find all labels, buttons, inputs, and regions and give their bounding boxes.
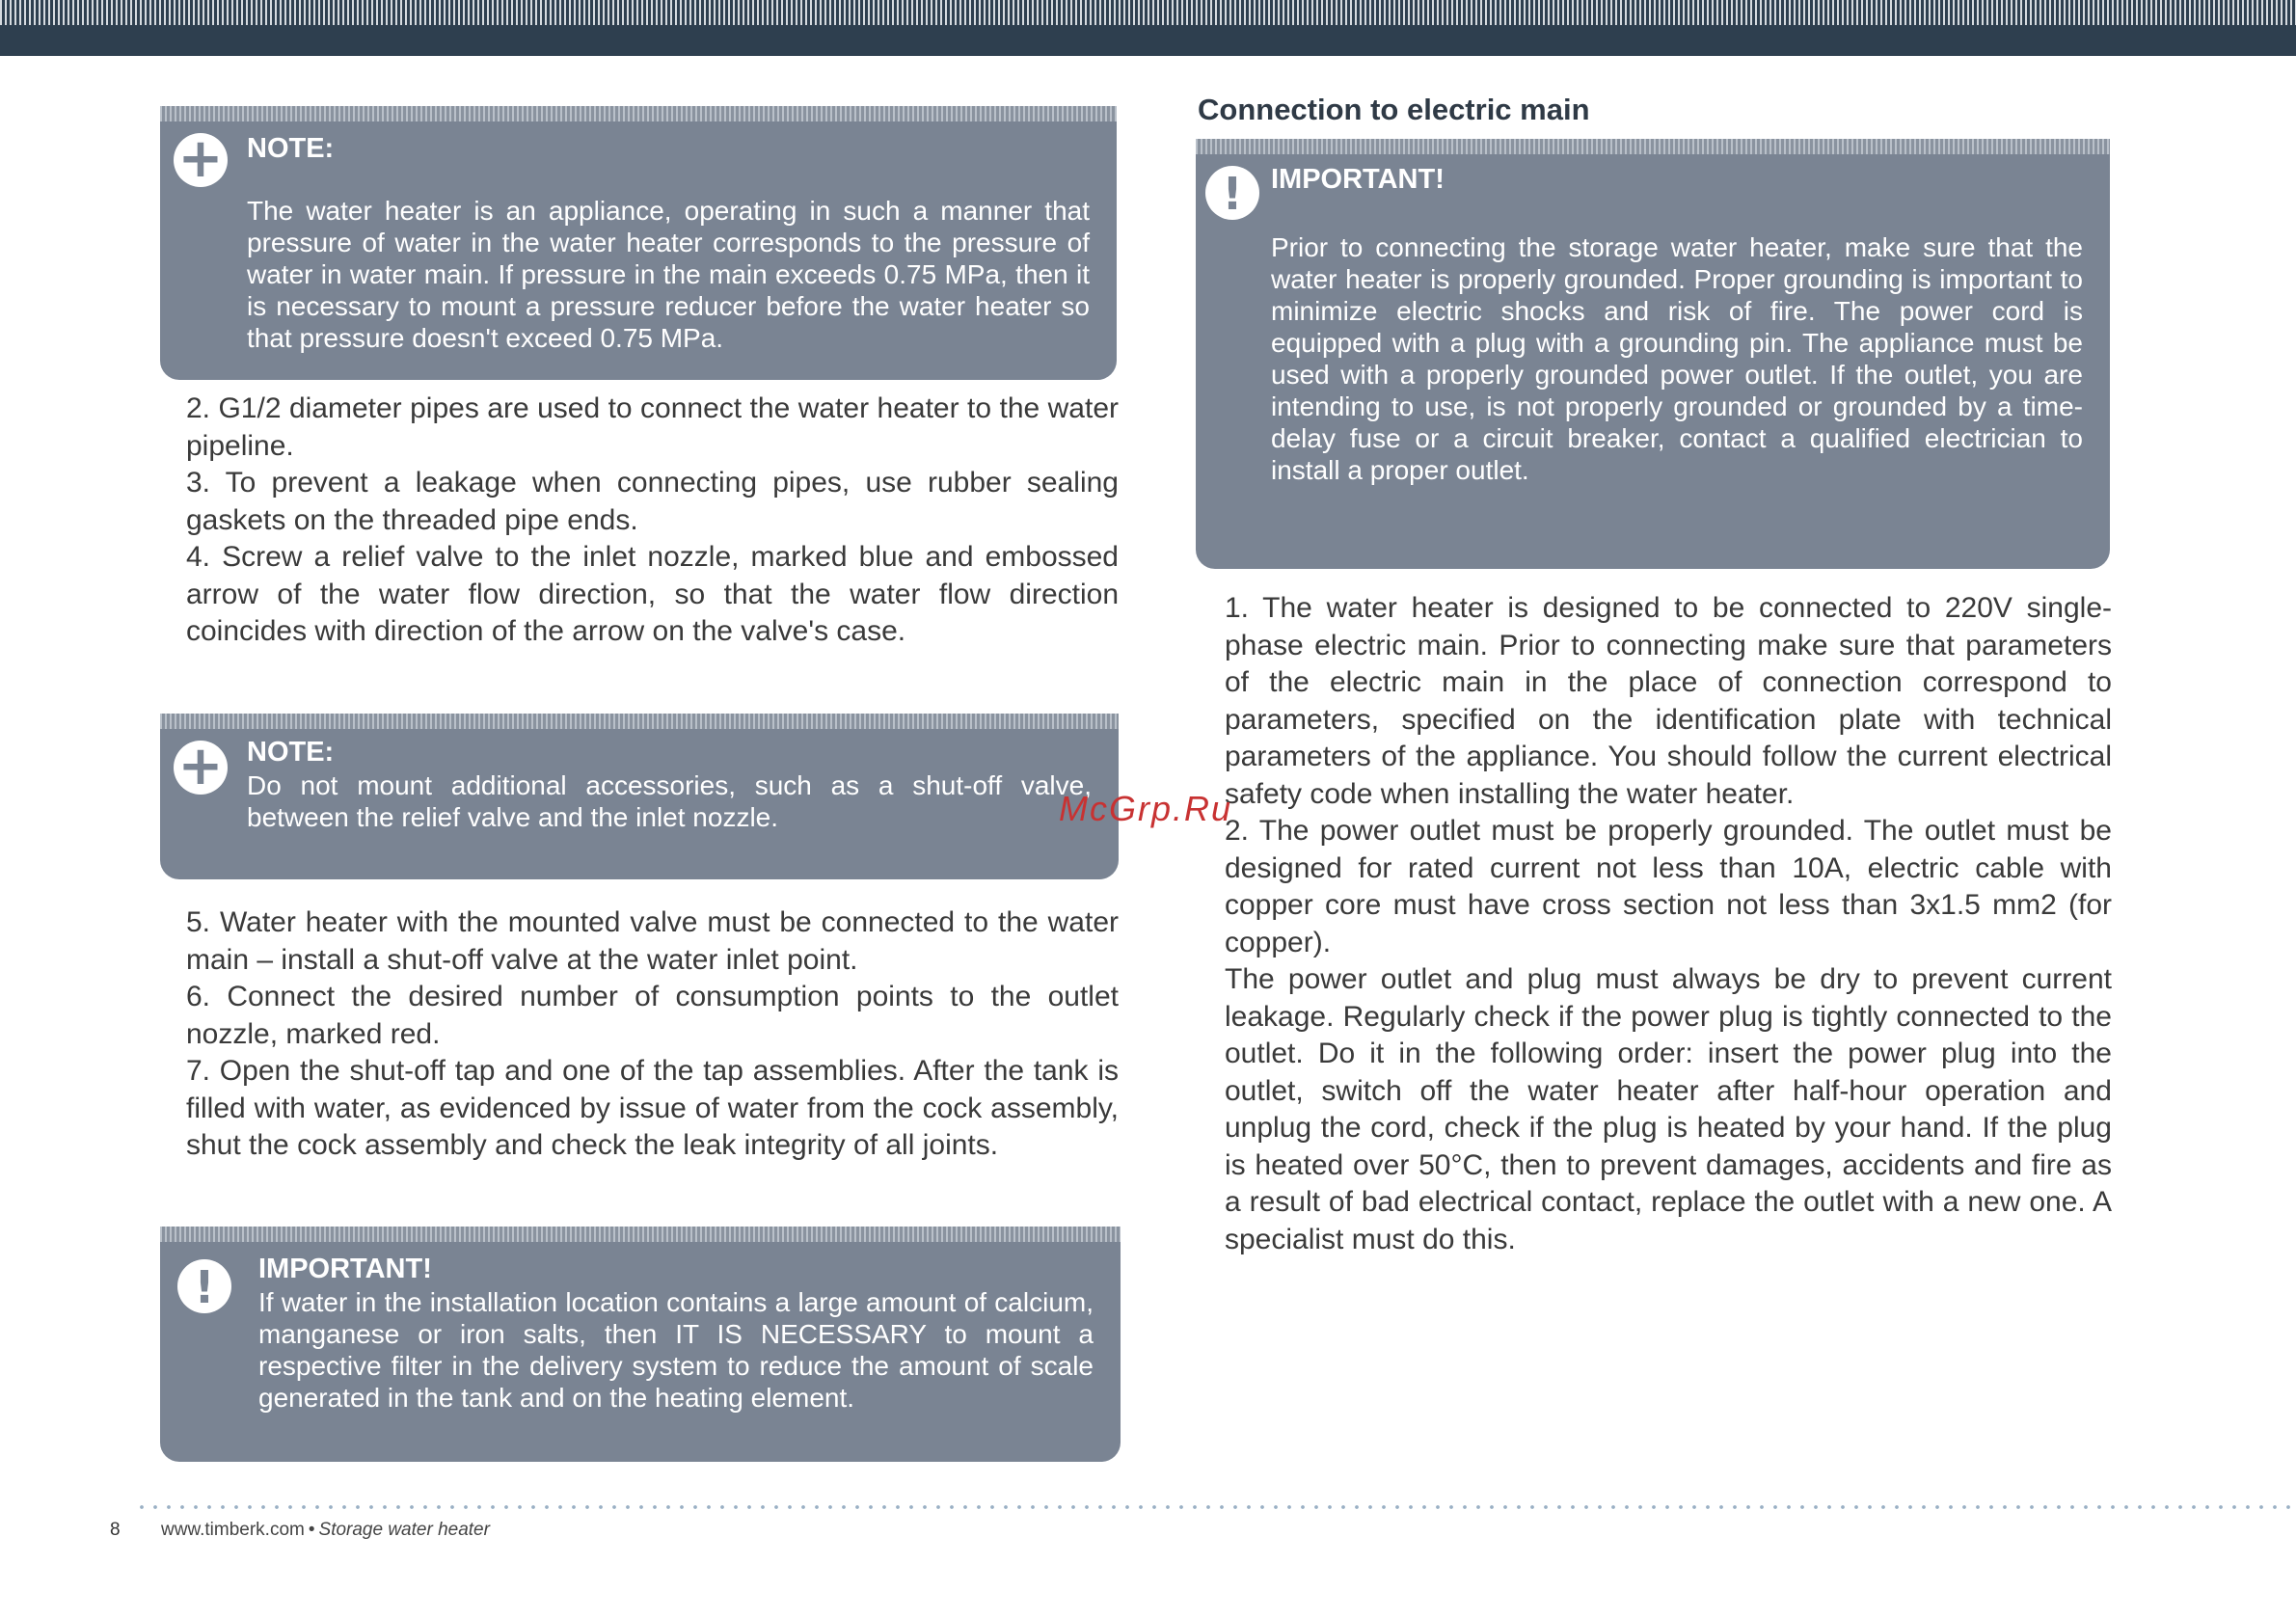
plus-circle-icon: + — [174, 741, 228, 795]
important-title: IMPORTANT! — [258, 1254, 432, 1284]
step-item: 4. Screw a relief valve to the inlet nozzle, marked blue and embossed arrow of the water flow direction, so that the water flow direction coincides with direction of the arrow on the valve's case. — [186, 541, 1119, 647]
footer-dotted-divider — [135, 1504, 2295, 1510]
step-item: 7. Open the shut-off tap and one of the tap assemblies. After the tank is filled with water, as evidenced by issue of water from the cock assembly, shut the cock assembly and check the leak integrity of all joints. — [186, 1055, 1119, 1161]
note-title: NOTE: — [247, 133, 335, 164]
electric-main-paragraphs — [1225, 590, 2112, 1258]
important-box-scale — [160, 1227, 1121, 1462]
important-text: If water in the installation location contains a large amount of calcium, manganese or iron salts, then IT IS NECESSARY to mount a respective filter in the delivery system to reduce the amount of scale generated in the tank and on the heating element. — [258, 1287, 1094, 1413]
header-stripe-pattern — [0, 0, 2296, 25]
footer-url-link[interactable]: www.timberk.com — [161, 1520, 305, 1540]
footer-doc-title: Storage water heater — [318, 1520, 490, 1540]
note-box-pressure — [160, 106, 1117, 380]
note-box-accessories — [160, 714, 1119, 879]
important-box-grounding — [1196, 139, 2110, 569]
step-item: 5. Water heater with the mounted valve must be connected to the water main – install a shut-off valve at the water inlet point. — [186, 906, 1119, 976]
box-hatch-strip — [160, 106, 1117, 121]
important-text: Prior to connecting the storage water heater, make sure that the water heater is properly grounded. Proper grounding is important to minimize electric shocks and risk of fire. The power cord is equipped with a plug with a grounding pin. The appliance must be used with a properly grounded power outlet. If the outlet, you are intending to use, is not properly grounded or grounded by a time-delay fuse or a circuit breaker, contact a qualified electrician to install a proper outlet. — [1271, 232, 2083, 485]
note-text: Do not mount additional accessories, such as a shut-off valve, between the relief valve and the inlet nozzle. — [247, 770, 1092, 832]
paragraph: 2. The power outlet must be properly grounded. The outlet must be designed for rated current not less than 10A, electric cable with copper core must have cross section not less than 3x1.5 mm2 (for copper). — [1225, 815, 2112, 958]
paragraph: 1. The water heater is designed to be connected to 220V single-phase electric main. Prior to connecting make sure that parameters of the electric main in the place of connection correspond to parameters, specified on the identification plate with technical parameters of the appliance. You should follow the current electrical safety code when installing the water heater. — [1225, 592, 2112, 810]
top-header-bar — [0, 0, 2296, 56]
important-title: IMPORTANT! — [1271, 164, 1445, 195]
watermark-text: McGrp.Ru — [1059, 789, 1233, 828]
footer-caption — [161, 1520, 490, 1541]
note-text: The water heater is an appliance, operating in such a manner that pressure of water in the water heater corresponds to the pressure of water in water main. If pressure in the main exceeds 0.75 MPa, then it is necessary to mount a pressure reducer before the water heater so that pressure doesn't exceed 0.75 MPa. — [247, 196, 1090, 353]
step-item: 6. Connect the desired number of consumption points to the outlet nozzle, marked red. — [186, 981, 1119, 1050]
paragraph: The power outlet and plug must always be dry to prevent current leakage. Regularly check if the power plug is tightly connected to the outlet. Do it in the following order: insert the power plug into the outlet, switch off the water heater after half-hour operation and unplug the cord, check if the plug is heated by your hand. If the plug is heated over 50°C, then to prevent damages, accidents and fire as a result of bad electrical contact, replace the outlet with a new one. A specialist must do this. — [1225, 963, 2112, 1255]
steps-list-2-4 — [186, 391, 1119, 651]
box-hatch-strip — [1196, 139, 2110, 154]
step-item: 3. To prevent a leakage when connecting pipes, use rubber sealing gaskets on the threaded pipe ends. — [186, 467, 1119, 536]
box-hatch-strip — [160, 1227, 1121, 1242]
footer-separator: • — [308, 1520, 315, 1540]
section-heading: Connection to electric main — [1198, 93, 1590, 126]
steps-list-5-7 — [186, 904, 1119, 1165]
note-title: NOTE: — [247, 737, 335, 768]
exclamation-circle-icon: ! — [1205, 166, 1259, 220]
page-number: 8 — [110, 1520, 121, 1540]
plus-circle-icon: + — [174, 133, 228, 187]
box-hatch-strip — [160, 714, 1119, 729]
exclamation-circle-icon: ! — [177, 1259, 231, 1313]
step-item: 2. G1/2 diameter pipes are used to connect the water heater to the water pipeline. — [186, 392, 1119, 462]
